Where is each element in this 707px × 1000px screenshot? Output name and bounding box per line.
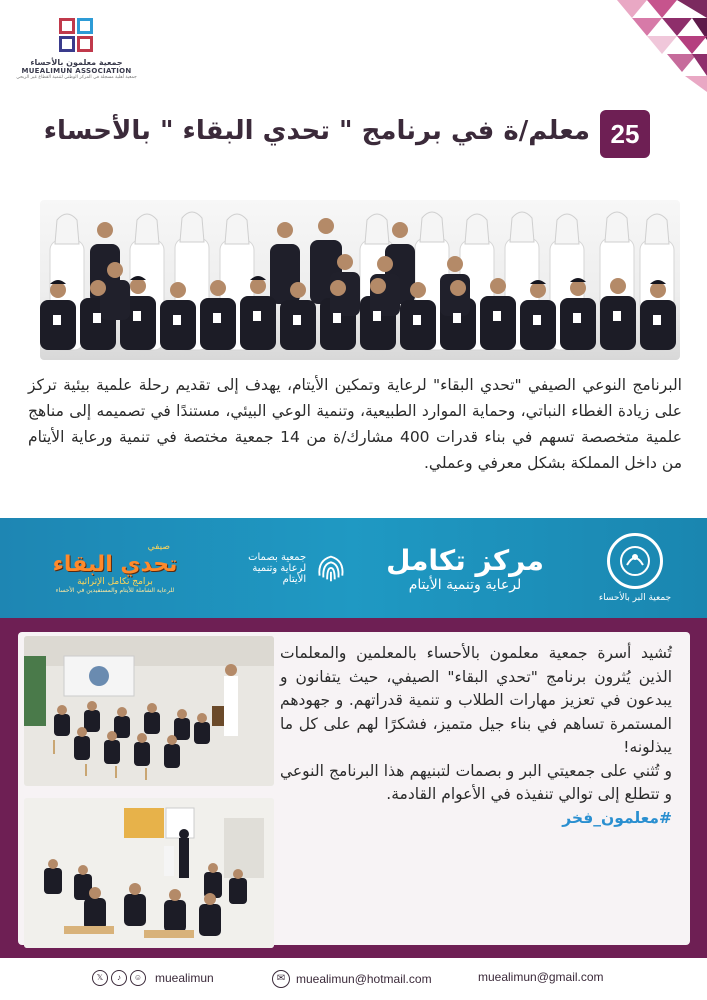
takamul-subtitle: لرعاية وتنمية الأيتام bbox=[408, 576, 522, 593]
bottom-card bbox=[18, 632, 690, 945]
albir-label: جمعية البر بالأحساء bbox=[598, 593, 672, 603]
albir-logo bbox=[580, 518, 690, 618]
game-prefix: صيفي bbox=[147, 542, 170, 552]
group-illustration bbox=[40, 200, 680, 360]
snapchat-icon[interactable]: ☺ bbox=[130, 970, 146, 986]
social-links bbox=[92, 970, 214, 986]
hotmail-address[interactable]: muealimun@hotmail.com bbox=[296, 972, 432, 986]
bottom-section bbox=[0, 618, 707, 958]
albir-emblem-icon bbox=[607, 533, 663, 589]
email-icon: ✉ bbox=[272, 970, 290, 988]
page-title: معلم/ة في برنامج " تحدي البقاء " بالأحساء bbox=[43, 116, 590, 146]
partners-band bbox=[0, 518, 707, 618]
hashtag-link[interactable]: #معلمون_فخر bbox=[562, 808, 672, 827]
footer bbox=[0, 958, 707, 1000]
tiktok-icon[interactable]: ♪ bbox=[111, 970, 127, 986]
logo-arabic-name: جمعية معلمون بالأحساء bbox=[30, 58, 123, 67]
basamat-title: جمعية بصمات bbox=[248, 551, 307, 563]
x-icon[interactable]: 𝕏 bbox=[92, 970, 108, 986]
game-logo bbox=[40, 518, 190, 618]
basamat-logo bbox=[230, 518, 350, 618]
group-photo bbox=[40, 200, 680, 360]
basamat-subtitle: لرعاية وتنمية الأيتام bbox=[252, 562, 307, 585]
thanks-paragraph-1: تُشيد أسرة جمعية معلمون بالأحساء بالمعلمين والمعلمات الذين يُثرون برنامج "تحدي البقاء" الصيفي، حيث يتفانون و يبدعون في تعزيز مهارات الطلاب و تنمية قدراتهم. و جهودهم المستمرة تساهم في بناء جيل متميز، فشكرًا لهم على كل ما يبذلونه! bbox=[280, 644, 672, 756]
thanks-text bbox=[280, 642, 672, 830]
fingerprint-icon bbox=[312, 548, 350, 588]
classroom-photo-2 bbox=[24, 798, 274, 948]
thanks-paragraph-2: و تُثني على جمعيتي البر و بصمات لتبنيهم هذا البرنامج النوعي و تتطلع إلى توالي تنفيذه في الأعوام القادمة. bbox=[280, 761, 672, 803]
decorative-triangles bbox=[507, 0, 707, 100]
game-subtitle: برامج تكامل الإثرائية bbox=[77, 577, 153, 587]
intro-paragraph: البرنامج النوعي الصيفي "تحدي البقاء" لرعاية وتمكين الأيتام، يهدف إلى تقديم رحلة علمية بيئية تركز على زيادة الغطاء النباتي، وحماية الموارد الطبيعية، وتنمية الوعي البيئي، مستندًا في تصميمه إلى مناهج علمية متخصصة تسهم في بناء قدرات 400 مشارك/ة من 14 جمعية مختصة في تنمية ورعاية الأيتام من داخل المملكة بشكل معرفي وعملي. bbox=[28, 376, 682, 472]
gmail-address[interactable]: muealimun@gmail.com bbox=[478, 970, 604, 984]
title-row bbox=[43, 110, 650, 158]
logo-english-name: MUEALIMUN ASSOCIATION bbox=[21, 67, 132, 75]
game-title: تحدي البقاء bbox=[52, 552, 178, 577]
logo-mark-icon bbox=[57, 16, 97, 56]
count-badge: 25 bbox=[600, 110, 650, 158]
takamul-center bbox=[380, 518, 550, 618]
hotmail-contact[interactable] bbox=[272, 970, 432, 988]
game-tagline: للرعاية الشاملة للأيتام والمستفيدين في الأحساء bbox=[55, 587, 175, 594]
classroom-photo-1 bbox=[24, 636, 274, 786]
takamul-title: مركز تكامل bbox=[386, 543, 544, 577]
logo-tagline: جمعية أهلية مسجلة في المركز الوطني لتنمية القطاع غير الربحي bbox=[16, 75, 137, 80]
social-handle[interactable]: muealimun bbox=[155, 971, 214, 985]
gmail-contact[interactable] bbox=[478, 970, 604, 984]
association-logo bbox=[14, 12, 139, 82]
